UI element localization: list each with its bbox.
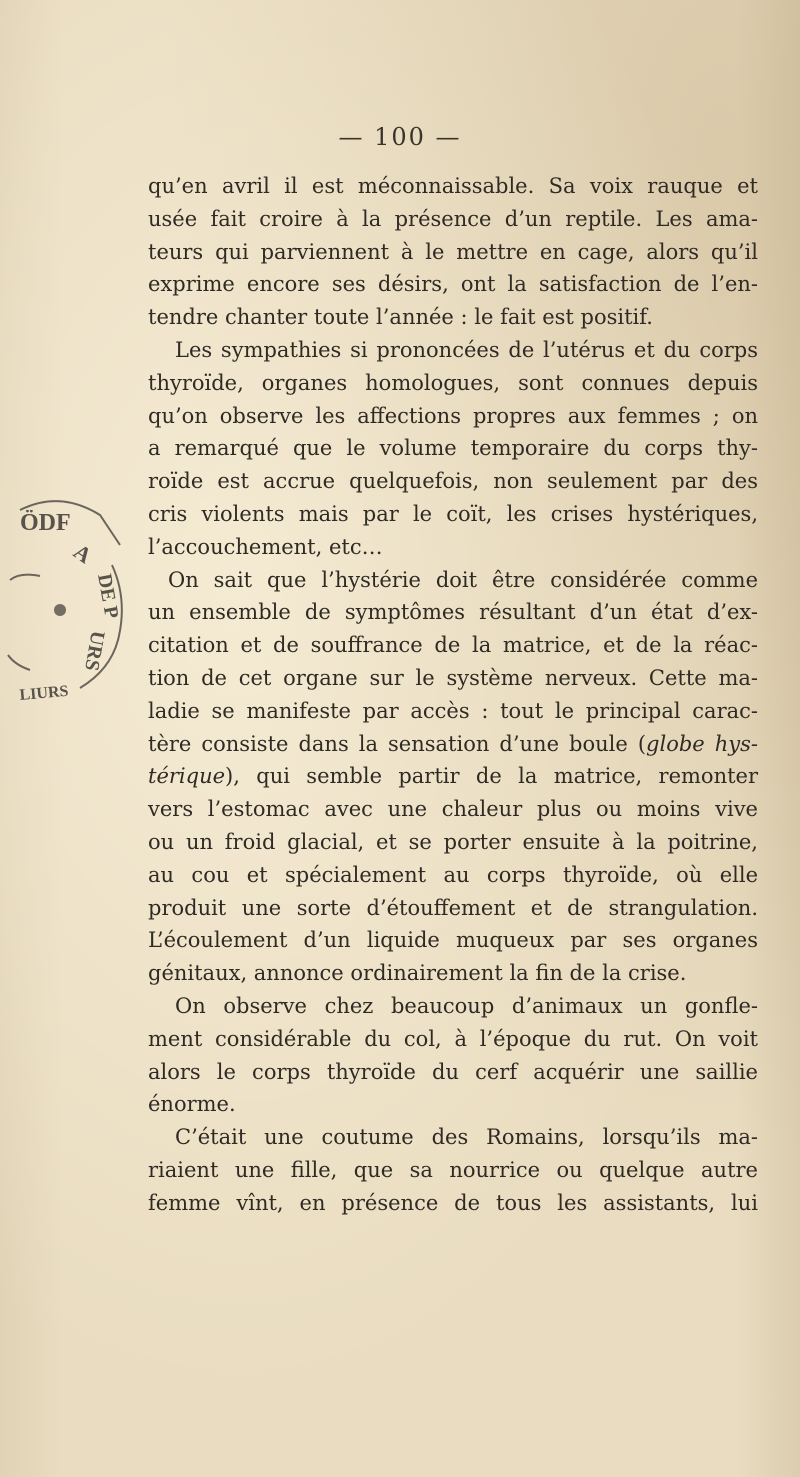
text-line: produit une sorte d’étouffement et de strangulation. [148,895,758,920]
text-line: a remarqué que le volume temporaire du corps thy- [148,436,758,461]
text-line: citation et de souffrance de la matrice, et de la réac- [148,633,758,658]
svg-text:ÖDF: ÖDF [20,510,71,536]
svg-text:URS: URS [80,629,109,673]
text-line: au cou et spécialement au corps thyroïde, où elle [148,862,758,887]
text-line: un ensemble de symptômes résultant d’un état d’ex- [148,600,758,625]
text-line: roïde est accrue quelquefois, non seulement par des [148,469,758,494]
text-line: C’était une coutume des Romains, lorsqu’ils ma- [175,1125,758,1150]
library-stamp-icon [0,490,135,720]
text-line: l’accouchement, etc… [148,534,383,559]
text-line: tion de cet organe sur le système nerveux. Cette ma- [148,665,758,690]
text-line: tendre chanter toute l’année : le fait est positif. [148,305,653,330]
text-line: vers l’estomac avec une chaleur plus ou moins vive [148,797,758,822]
text-line [148,760,758,793]
text-line: On observe chez beaucoup d’animaux un gonfle- [175,993,758,1018]
text-line: L’écoulement d’un liquide muqueux par ses organes [148,928,758,953]
page-number: — 100 — [338,123,462,151]
svg-text:LIURS: LIURS [18,682,70,704]
body-text [148,170,758,1220]
text-fragment: ladie se manifeste par accès : tout le principal carac- [148,698,758,723]
text-line: qu’on observe les affections propres aux femmes ; on [148,403,758,428]
text-line: femme vînt, en présence de tous les assistants, lui [148,1190,758,1215]
text-fragment: tère consiste dans la sensation d’une boule ( [148,731,647,756]
italic-term: globe hys- [646,731,758,756]
text-line: cris violents mais par le coït, les crises hystériques, [148,501,758,526]
svg-text:A: A [69,538,97,569]
text-line: teurs qui parviennent à le mettre en cage, alors qu’il [148,239,758,264]
text-line: qu’en avril il est méconnaissable. Sa voix rauque et [148,174,758,198]
text-line: thyroïde, organes homologues, sont connues depuis [148,370,758,395]
text-line: ment considérable du col, à l’époque du rut. On voit [148,1026,758,1051]
text-line: génitaux, annonce ordinairement la fin de la crise. [148,961,687,986]
text-line: énorme. [148,1092,236,1117]
text-line: Les sympathies si prononcées de l’utérus et du corps [175,337,758,362]
svg-text:DE P: DE P [93,572,123,621]
text-line: usée fait croire à la présence d’un reptile. Les ama- [148,206,758,231]
text-line: alors le corps thyroïde du cerf acquérir une saillie [148,1059,758,1084]
text-line: On sait que l’hystérie doit être considérée comme [168,567,758,592]
text-line: exprime encore ses désirs, ont la satisfaction de l’en- [148,272,758,297]
text-line [148,728,758,761]
text-line: riaient une fille, que sa nourrice ou quelque autre [148,1157,758,1182]
text-fragment: ), qui semble partir de la matrice, remonter [225,764,758,789]
italic-term: térique [148,764,226,789]
text-line [148,695,758,728]
text-line: ou un froid glacial, et se porter ensuite à la poitrine, [148,829,758,854]
